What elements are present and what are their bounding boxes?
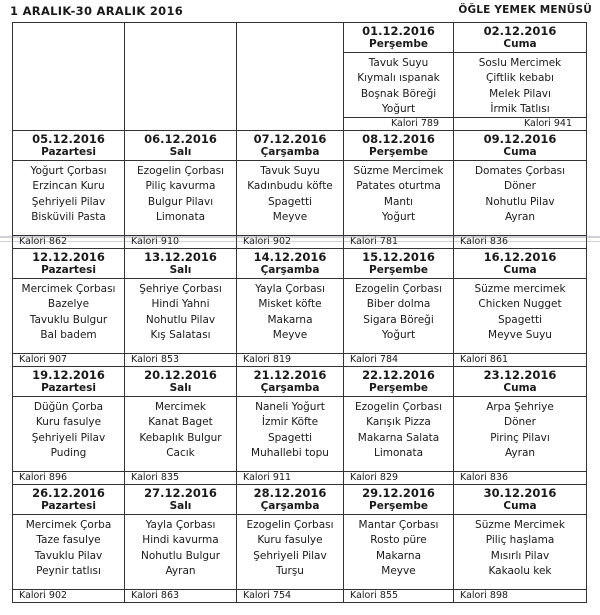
day-cell bbox=[344, 131, 454, 249]
dish-item: Mercimek Çorbası bbox=[21, 283, 116, 295]
dish-item: Peynir tatlısı bbox=[36, 564, 101, 577]
dish-item: İzmir Köfte bbox=[261, 416, 319, 429]
dish-item: Patates oturtma bbox=[356, 180, 441, 193]
dish-item: Spagetti bbox=[497, 313, 543, 326]
date-label: 14.12.2016 bbox=[253, 250, 327, 264]
dish-item: İrmik Tatlısı bbox=[490, 102, 550, 115]
day-cell bbox=[237, 249, 344, 367]
date-label: 09.12.2016 bbox=[483, 132, 557, 146]
date-label: 28.12.2016 bbox=[253, 486, 327, 500]
dish-item: Yoğurt bbox=[381, 210, 416, 223]
dish-item: Bisküvili Pasta bbox=[31, 210, 106, 223]
kalori-empty bbox=[237, 117, 343, 129]
dish-item: Ezogelin Çorbası bbox=[354, 401, 443, 413]
dish-item: Limonata bbox=[373, 446, 424, 459]
kalori-label: Kalori 898 bbox=[454, 589, 586, 602]
kalori-label: Kalori 789 bbox=[344, 117, 453, 130]
dish-item: Şehriye Çorbası bbox=[139, 283, 222, 295]
date-label: 06.12.2016 bbox=[144, 132, 217, 146]
dish-item: Sigara Böreği bbox=[363, 313, 434, 326]
week-row bbox=[13, 367, 587, 485]
kalori-label: Kalori 861 bbox=[454, 353, 586, 366]
day-cell bbox=[454, 23, 587, 131]
kalori-empty bbox=[13, 117, 124, 129]
day-cell bbox=[344, 249, 454, 367]
empty-cell bbox=[13, 23, 124, 117]
kalori-label: Kalori 853 bbox=[125, 353, 236, 366]
day-cell bbox=[454, 367, 587, 485]
dish-item: Limonata bbox=[155, 210, 206, 223]
dish-item: Kış Salatası bbox=[150, 328, 211, 341]
week-row bbox=[13, 249, 587, 367]
weekday-label: Pazartesi bbox=[13, 500, 124, 515]
weekday-label: Pazartesi bbox=[13, 264, 124, 279]
week-row bbox=[13, 131, 587, 249]
dish-item: Melek Pilavı bbox=[489, 87, 551, 100]
dish-item: Yoğurt Çorbası bbox=[30, 165, 107, 177]
kalori-label: Kalori 819 bbox=[237, 353, 343, 366]
weekday-label: Çarşamba bbox=[237, 382, 343, 397]
dish-item: Şehriyeli Pilav bbox=[253, 549, 327, 562]
dish-item: Tavuk Suyu bbox=[260, 165, 320, 177]
dish-item: Soslu Mercimek bbox=[478, 57, 562, 69]
day-cell bbox=[237, 131, 344, 249]
dish-item: Piliç haşlama bbox=[485, 534, 555, 547]
date-label: 12.12.2016 bbox=[32, 250, 105, 264]
dish-item: Kuru fasulye bbox=[257, 534, 323, 547]
dish-item: Ezogelin Çorbası bbox=[136, 165, 225, 177]
dish-item: Ayran bbox=[504, 446, 536, 459]
kalori-label: Kalori 836 bbox=[454, 471, 586, 484]
weekday-label: Salı bbox=[125, 264, 236, 279]
dish-item: Spagetti bbox=[267, 431, 313, 444]
kalori-label: Kalori 781 bbox=[344, 235, 453, 248]
kalori-label: Kalori 829 bbox=[344, 471, 453, 484]
day-cell bbox=[125, 131, 237, 249]
day-cell bbox=[344, 485, 454, 603]
weekday-label: Cuma bbox=[454, 382, 586, 397]
date-label: 08.12.2016 bbox=[362, 132, 435, 146]
kalori-label: Kalori 835 bbox=[125, 471, 236, 484]
weekday-label: Pazartesi bbox=[13, 382, 124, 397]
dish-item: Meyve bbox=[272, 210, 308, 223]
date-label: 05.12.2016 bbox=[32, 132, 105, 146]
dish-item: Bal badem bbox=[40, 328, 97, 341]
day-cell bbox=[13, 131, 125, 249]
kalori-label: Kalori 896 bbox=[13, 471, 124, 484]
day-cell bbox=[454, 485, 587, 603]
day-cell bbox=[125, 249, 237, 367]
day-cell bbox=[13, 367, 125, 485]
weekday-label: Çarşamba bbox=[237, 500, 343, 515]
dish-item: Spagetti bbox=[267, 195, 313, 208]
dish-item: Hindi kavurma bbox=[142, 534, 219, 547]
weekday-label: Perşembe bbox=[344, 382, 453, 397]
dish-item: Kakaolu kek bbox=[488, 564, 552, 577]
dish-item: Döner bbox=[504, 180, 536, 193]
dish-item: Makarna Salata bbox=[357, 431, 440, 444]
dish-item: Süzme Mercimek bbox=[353, 165, 444, 177]
dish-item: Meyve bbox=[272, 328, 308, 341]
empty-cell bbox=[237, 23, 343, 117]
day-cell bbox=[237, 367, 344, 485]
dish-item: Erzincan Kuru bbox=[32, 180, 105, 193]
dish-item: Ayran bbox=[504, 210, 536, 223]
kalori-label: Kalori 941 bbox=[454, 117, 586, 130]
weekday-label: Cuma bbox=[454, 146, 586, 161]
dish-item: Ayran bbox=[165, 564, 196, 577]
dish-item: Mantar Çorbası bbox=[358, 519, 439, 531]
dish-item: Rosto püre bbox=[370, 534, 427, 547]
dish-item: Tavuk Suyu bbox=[368, 57, 429, 69]
dish-item: Mısırlı Pilav bbox=[490, 549, 550, 562]
dish-item: Nohutlu Pilav bbox=[485, 195, 555, 208]
dish-item: Meyve bbox=[381, 564, 416, 577]
dish-item: Bulgur Pilavı bbox=[147, 195, 214, 208]
dish-item: Biber dolma bbox=[366, 298, 431, 311]
dish-item: Yayla Çorbası bbox=[255, 283, 325, 295]
weekday-label: Cuma bbox=[454, 264, 586, 279]
kalori-empty bbox=[125, 117, 236, 129]
day-cell bbox=[13, 249, 125, 367]
dish-item: Tavuklu Bulgur bbox=[29, 313, 108, 326]
day-cell bbox=[454, 249, 587, 367]
date-label: 13.12.2016 bbox=[144, 250, 217, 264]
day-cell bbox=[125, 23, 237, 131]
kalori-label: Kalori 902 bbox=[13, 589, 124, 602]
dish-item: Süzme mercimek bbox=[474, 283, 566, 295]
dish-item: Süzme Mercimek bbox=[475, 519, 565, 531]
weekday-label: Perşembe bbox=[344, 146, 453, 161]
weekday-label: Çarşamba bbox=[237, 264, 343, 279]
dish-item: Kebaplık Bulgur bbox=[139, 431, 222, 444]
dish-item: Turşu bbox=[276, 564, 304, 577]
date-label: 01.12.2016 bbox=[362, 24, 435, 38]
dish-item: Şehriyeli Pilav bbox=[31, 195, 106, 208]
date-label: 07.12.2016 bbox=[253, 132, 327, 146]
kalori-label: Kalori 907 bbox=[13, 353, 124, 366]
dish-item: Nohutlu Pilav bbox=[145, 313, 216, 326]
weekday-label: Salı bbox=[125, 500, 236, 515]
kalori-label: Kalori 911 bbox=[237, 471, 343, 484]
dish-item: Ezogelin Çorbası bbox=[246, 519, 334, 531]
day-cell bbox=[344, 23, 454, 131]
day-cell bbox=[454, 131, 587, 249]
dish-item: Arpa Şehriye bbox=[486, 401, 554, 413]
dish-item: Taze fasulye bbox=[36, 534, 101, 547]
day-cell bbox=[13, 485, 125, 603]
menu-table bbox=[12, 22, 587, 603]
dish-item: Domates Çorbası bbox=[474, 165, 566, 177]
dish-item: Tavuklu Pilav bbox=[34, 549, 103, 562]
dish-item: Makarna bbox=[375, 549, 422, 562]
dish-item: Ezogelin Çorbası bbox=[354, 283, 443, 295]
dish-item: Chicken Nugget bbox=[478, 298, 562, 311]
dish-item: Döner bbox=[504, 416, 536, 429]
dish-item: Boşnak Böreği bbox=[360, 87, 437, 100]
weekday-label: Perşembe bbox=[344, 500, 453, 515]
weekday-label: Perşembe bbox=[344, 264, 453, 279]
day-cell bbox=[344, 367, 454, 485]
kalori-label: Kalori 902 bbox=[237, 235, 343, 248]
week-row bbox=[13, 23, 587, 131]
dish-item: Kıymalı ıspanak bbox=[357, 72, 440, 85]
date-label: 29.12.2016 bbox=[362, 486, 435, 500]
kalori-label: Kalori 836 bbox=[454, 235, 586, 248]
dish-item: Çiftlik kebabı bbox=[486, 72, 554, 85]
dish-item: Makarna bbox=[267, 313, 313, 326]
kalori-label: Kalori 784 bbox=[344, 353, 453, 366]
day-cell bbox=[237, 485, 344, 603]
dish-item: Hindi Yahni bbox=[151, 298, 210, 311]
kalori-label: Kalori 862 bbox=[13, 235, 124, 248]
weekday-label: Perşembe bbox=[344, 38, 453, 53]
dish-item: Muhallebi topu bbox=[251, 446, 329, 459]
dish-item: Nohutlu Bulgur bbox=[140, 549, 221, 562]
date-label: 15.12.2016 bbox=[362, 250, 435, 264]
date-label: 30.12.2016 bbox=[483, 486, 557, 500]
page-header bbox=[10, 4, 592, 22]
weekday-label: Salı bbox=[125, 382, 236, 397]
dish-item: Düğün Çorba bbox=[33, 401, 104, 413]
date-label: 16.12.2016 bbox=[483, 250, 557, 264]
date-label: 27.12.2016 bbox=[144, 486, 217, 500]
dish-item: Meyve Suyu bbox=[488, 328, 552, 341]
date-label: 21.12.2016 bbox=[253, 368, 327, 382]
date-label: 23.12.2016 bbox=[483, 368, 557, 382]
day-cell bbox=[125, 485, 237, 603]
dish-item: Yoğurt bbox=[381, 102, 416, 115]
dish-item: Kuru fasulye bbox=[35, 416, 102, 429]
dish-item: Bazelye bbox=[47, 298, 90, 311]
week-row bbox=[13, 485, 587, 603]
dish-item: Mercimek bbox=[154, 401, 207, 413]
dish-item: Naneli Yoğurt bbox=[255, 401, 325, 413]
dish-item: Mantı bbox=[383, 195, 414, 208]
dish-item: Puding bbox=[50, 446, 87, 459]
kalori-label: Kalori 910 bbox=[125, 235, 236, 248]
dish-item: Yayla Çorbası bbox=[145, 519, 216, 531]
empty-cell bbox=[125, 23, 236, 117]
date-label: 26.12.2016 bbox=[32, 486, 105, 500]
dish-item: Şehriyeli Pilav bbox=[31, 431, 106, 444]
weekday-label: Salı bbox=[125, 146, 236, 161]
dish-item: Cacık bbox=[166, 446, 195, 459]
date-label: 19.12.2016 bbox=[32, 368, 105, 382]
dish-item: Kadınbudu köfte bbox=[247, 180, 333, 193]
dish-item: Karışık Pizza bbox=[366, 416, 431, 429]
dish-item: Yoğurt bbox=[381, 328, 416, 341]
weekday-label: Cuma bbox=[454, 38, 586, 53]
date-label: 22.12.2016 bbox=[362, 368, 435, 382]
date-label: 20.12.2016 bbox=[144, 368, 217, 382]
dish-item: Piliç kavurma bbox=[145, 180, 216, 193]
date-range: 1 ARALIK-30 ARALIK 2016 bbox=[10, 4, 184, 18]
kalori-label: Kalori 754 bbox=[237, 589, 343, 602]
date-label: 02.12.2016 bbox=[483, 24, 557, 38]
menu-title: ÖĞLE YEMEK MENÜSÜ bbox=[458, 4, 592, 16]
dish-item: Mercimek Çorba bbox=[25, 519, 112, 531]
weekday-label: Pazartesi bbox=[13, 146, 124, 161]
dish-item: Misket köfte bbox=[258, 298, 322, 311]
dish-item: Kanat Baget bbox=[148, 416, 213, 429]
day-cell bbox=[125, 367, 237, 485]
kalori-label: Kalori 863 bbox=[125, 589, 236, 602]
day-cell bbox=[13, 23, 125, 131]
weekday-label: Cuma bbox=[454, 500, 586, 515]
day-cell bbox=[237, 23, 344, 131]
kalori-label: Kalori 855 bbox=[344, 589, 453, 602]
weekday-label: Çarşamba bbox=[237, 146, 343, 161]
dish-item: Pirinç Pilavı bbox=[490, 431, 550, 444]
